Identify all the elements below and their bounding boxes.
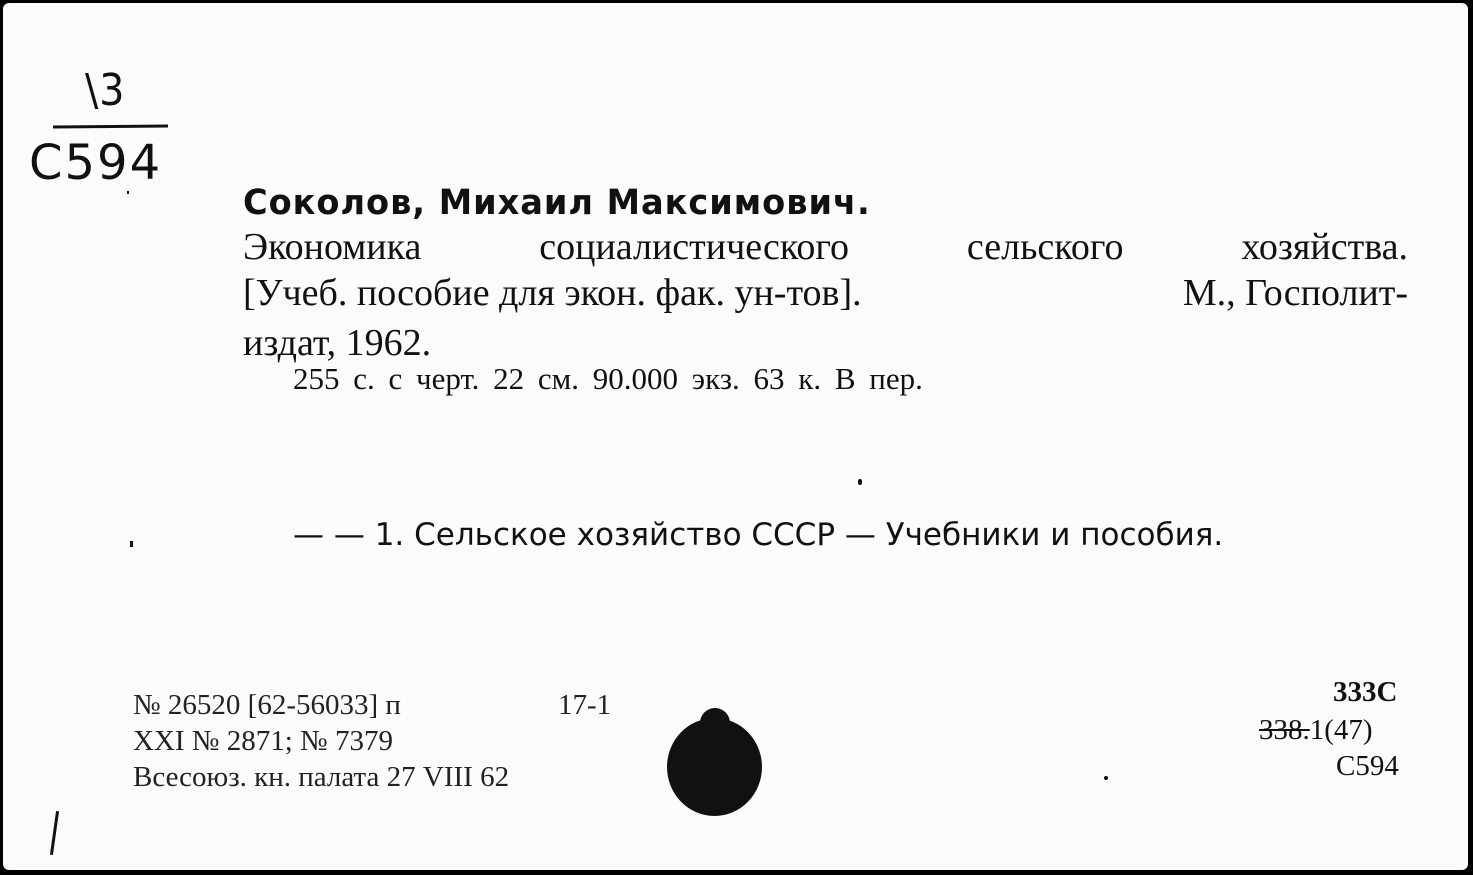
title-line-2-publisher: М., Госполит- (1182, 272, 1408, 314)
footer-line-1: № 26520 [62-56033] п (133, 689, 401, 721)
classification-line-3: С594 (1336, 750, 1399, 782)
classification-line-1: 333С (1333, 676, 1398, 708)
classification-line-2 (1259, 714, 1373, 747)
stray-mark (50, 811, 59, 855)
call-number-divider (53, 124, 168, 128)
catalog-card (3, 3, 1468, 870)
classification-struck: 338. (1259, 714, 1310, 746)
footer-line-3: Всесоюз. кн. палата 27 VIII 62 (133, 761, 510, 793)
call-number-top: \3 (85, 65, 126, 116)
title-line-2-note: [Учеб. пособие для экон. фак. ун-тов]. (243, 272, 862, 314)
stray-mark (127, 191, 129, 194)
call-number-bottom: C594 (29, 135, 163, 191)
stray-mark (858, 479, 862, 485)
footer-line-2: XXI № 2871; № 7379 (133, 725, 393, 757)
title-line-1 (243, 225, 1408, 269)
subject-heading: — — 1. Сельское хозяйство СССР — Учебники и пособия. (293, 517, 1224, 553)
title-line-1-text: Экономика социалистического сельского хозяйства. (243, 226, 1408, 268)
footer-line-1-code: 17-1 (558, 689, 612, 721)
stray-mark (130, 541, 133, 547)
title-line-3: издат, 1962. (243, 322, 432, 364)
stray-mark (1104, 776, 1108, 780)
classification-rest: 1(47) (1309, 714, 1373, 746)
collation: 255 с. с черт. 22 см. 90.000 экз. 63 к. В пер. (293, 361, 923, 396)
punch-hole-edge (700, 708, 730, 738)
author-heading: Соколов, Михаил Максимович. (243, 183, 871, 223)
